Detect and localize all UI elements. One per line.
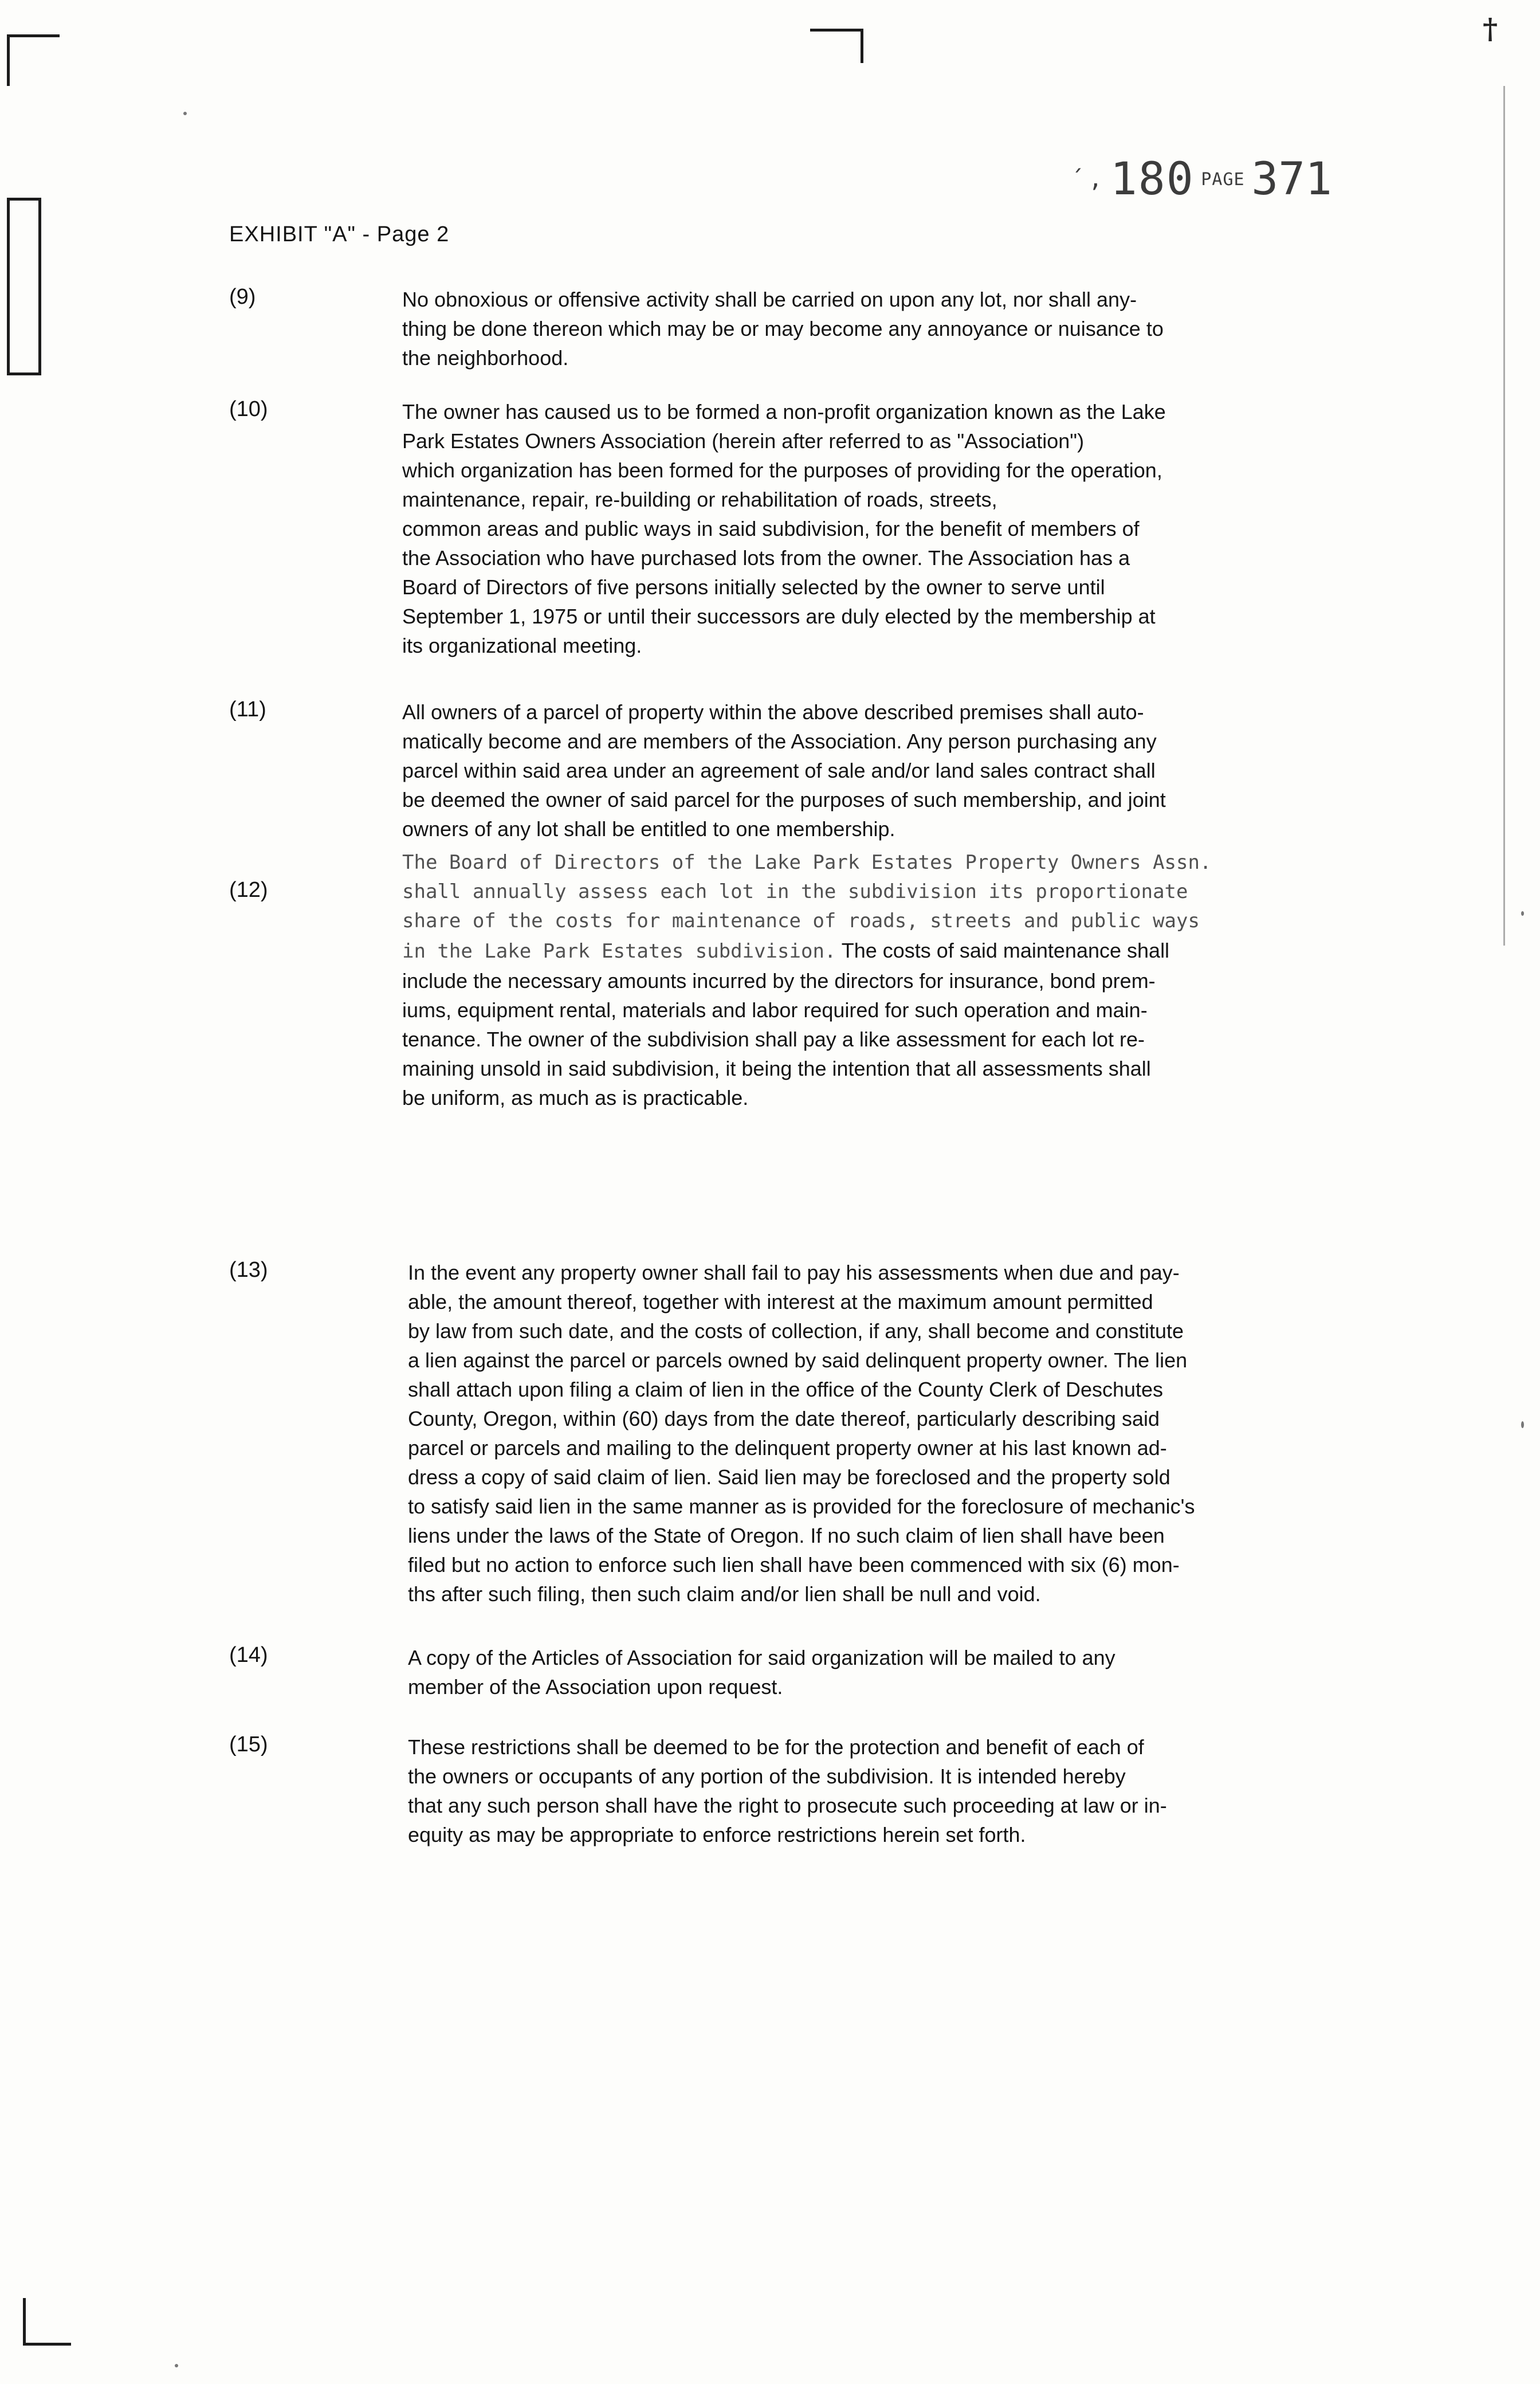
- edge-artifact-icon: †: [1483, 11, 1498, 45]
- clause-number: (15): [229, 1732, 268, 1756]
- text-line: [402, 936, 1433, 966]
- typed-insert-line: share of the costs for maintenance of roads, streets and public ways: [402, 909, 1200, 932]
- clause-number: (10): [229, 397, 268, 421]
- text-line: tenance. The owner of the subdivision shall pay a like assessment for each lot re-: [402, 1028, 1145, 1051]
- text-line: its organizational meeting.: [402, 634, 642, 657]
- text-line: parcel or parcels and mailing to the delinquent property owner at his last known ad-: [408, 1436, 1167, 1460]
- text-fragment: The costs of said maintenance shall: [841, 939, 1170, 962]
- text-line: Park Estates Owners Association (herein after referred to as "Association"): [402, 429, 1085, 453]
- text-line: iums, equipment rental, materials and labor required for such operation and main-: [402, 998, 1148, 1022]
- scan-edge-line: [1503, 86, 1505, 946]
- text-line: by law from such date, and the costs of collection, if any, shall become and constitute: [408, 1319, 1184, 1343]
- text-line: that any such person shall have the right to prosecute such proceeding at law or in-: [408, 1794, 1167, 1817]
- typed-insert-line: The Board of Directors of the Lake Park Estates Property Owners Assn.: [402, 851, 1212, 874]
- text-line: common areas and public ways in said subdivision, for the benefit of members of: [402, 517, 1140, 540]
- binding-margin-box: [7, 198, 41, 375]
- clause-body: [408, 1643, 1439, 1701]
- text-line: the neighborhood.: [402, 346, 569, 370]
- text-line: filed but no action to enforce such lien shall have been commenced with six (6) mon-: [408, 1553, 1180, 1577]
- typed-insert-fragment: in the Lake Park Estates subdivision.: [402, 940, 836, 963]
- scan-speck: [183, 112, 187, 115]
- clause-number: (9): [229, 285, 256, 309]
- corner-mark-top-left-vertical: [7, 34, 10, 86]
- text-line: owners of any lot shall be entitled to one membership.: [402, 817, 895, 841]
- clause-body: [402, 397, 1433, 660]
- clause-number: (12): [229, 878, 268, 902]
- scan-speck: [175, 2364, 178, 2367]
- text-line: A copy of the Articles of Association for said organization will be mailed to any: [408, 1646, 1115, 1669]
- text-line: be deemed the owner of said parcel for the purposes of such membership, and joint: [402, 788, 1166, 811]
- corner-mark-top-center-vertical: [861, 29, 863, 63]
- page-header: EXHIBIT "A" - Page 2: [229, 222, 450, 246]
- corner-mark-bottom-left-horizontal: [23, 2343, 71, 2346]
- stamp-page-number: 371: [1251, 154, 1333, 205]
- clause-body: [402, 848, 1433, 1112]
- text-line: equity as may be appropriate to enforce restrictions herein set forth.: [408, 1823, 1026, 1846]
- text-line: be uniform, as much as is practicable.: [402, 1086, 749, 1109]
- stamp-prefix: ́ ,: [1070, 166, 1105, 193]
- text-line: include the necessary amounts incurred by the directors for insurance, bond prem-: [402, 969, 1156, 993]
- text-line: maining unsold in said subdivision, it being the intention that all assessments shall: [402, 1057, 1151, 1080]
- stamp-volume: 180: [1110, 154, 1195, 205]
- text-line: September 1, 1975 or until their successors are duly elected by the membership at: [402, 605, 1156, 628]
- text-line: which organization has been formed for the purposes of providing for the operation,: [402, 458, 1162, 482]
- text-line: Board of Directors of five persons initially selected by the owner to serve until: [402, 575, 1105, 599]
- text-line: County, Oregon, within (60) days from the date thereof, particularly describing said: [408, 1407, 1160, 1430]
- text-line: matically become and are members of the Association. Any person purchasing any: [402, 730, 1157, 753]
- clause-body: [408, 1258, 1439, 1609]
- clause-body: [402, 697, 1433, 844]
- text-line: No obnoxious or offensive activity shall be carried on upon any lot, nor shall any-: [402, 288, 1137, 311]
- scan-speck: [1521, 911, 1524, 916]
- corner-mark-bottom-left-vertical: [23, 2298, 26, 2344]
- clause-number: (14): [229, 1643, 268, 1667]
- text-line: maintenance, repair, re-building or rehabilitation of roads, streets,: [402, 488, 997, 511]
- clause-body: [402, 285, 1433, 372]
- text-line: to satisfy said lien in the same manner as is provided for the foreclosure of mechanic's: [408, 1495, 1195, 1518]
- text-line: parcel within said area under an agreement of sale and/or land sales contract shall: [402, 759, 1156, 782]
- clause-number: (13): [229, 1258, 268, 1282]
- typed-insert-line: shall annually assess each lot in the subdivision its proportionate: [402, 880, 1188, 903]
- scan-speck: [1521, 1421, 1524, 1428]
- clause-number: (11): [229, 697, 266, 722]
- text-line: liens under the laws of the State of Oregon. If no such claim of lien shall have been: [408, 1524, 1165, 1547]
- stamp-page-label: PAGE: [1201, 169, 1245, 190]
- text-line: The owner has caused us to be formed a non-profit organization known as the Lake: [402, 400, 1166, 424]
- text-line: the Association who have purchased lots from the owner. The Association has a: [402, 546, 1130, 570]
- text-line: member of the Association upon request.: [408, 1675, 783, 1699]
- recording-stamp: [1070, 154, 1332, 205]
- text-line: able, the amount thereof, together with interest at the maximum amount permitted: [408, 1290, 1153, 1313]
- text-line: dress a copy of said claim of lien. Said lien may be foreclosed and the property sold: [408, 1465, 1170, 1489]
- text-line: shall attach upon filing a claim of lien in the office of the County Clerk of Deschutes: [408, 1378, 1164, 1401]
- text-line: These restrictions shall be deemed to be for the protection and benefit of each of: [408, 1735, 1144, 1759]
- text-line: a lien against the parcel or parcels owned by said delinquent property owner. The lien: [408, 1348, 1188, 1372]
- text-line: In the event any property owner shall fail to pay his assessments when due and pay-: [408, 1261, 1180, 1284]
- corner-mark-top-left-horizontal: [7, 34, 60, 37]
- corner-mark-top-center-horizontal: [810, 29, 863, 32]
- text-line: thing be done thereon which may be or may become any annoyance or nuisance to: [402, 317, 1164, 340]
- text-line: the owners or occupants of any portion of the subdivision. It is intended hereby: [408, 1765, 1126, 1788]
- clause-body: [408, 1732, 1439, 1849]
- text-line: ths after such filing, then such claim and/or lien shall be null and void.: [408, 1582, 1041, 1606]
- text-line: All owners of a parcel of property within the above described premises shall auto-: [402, 700, 1144, 724]
